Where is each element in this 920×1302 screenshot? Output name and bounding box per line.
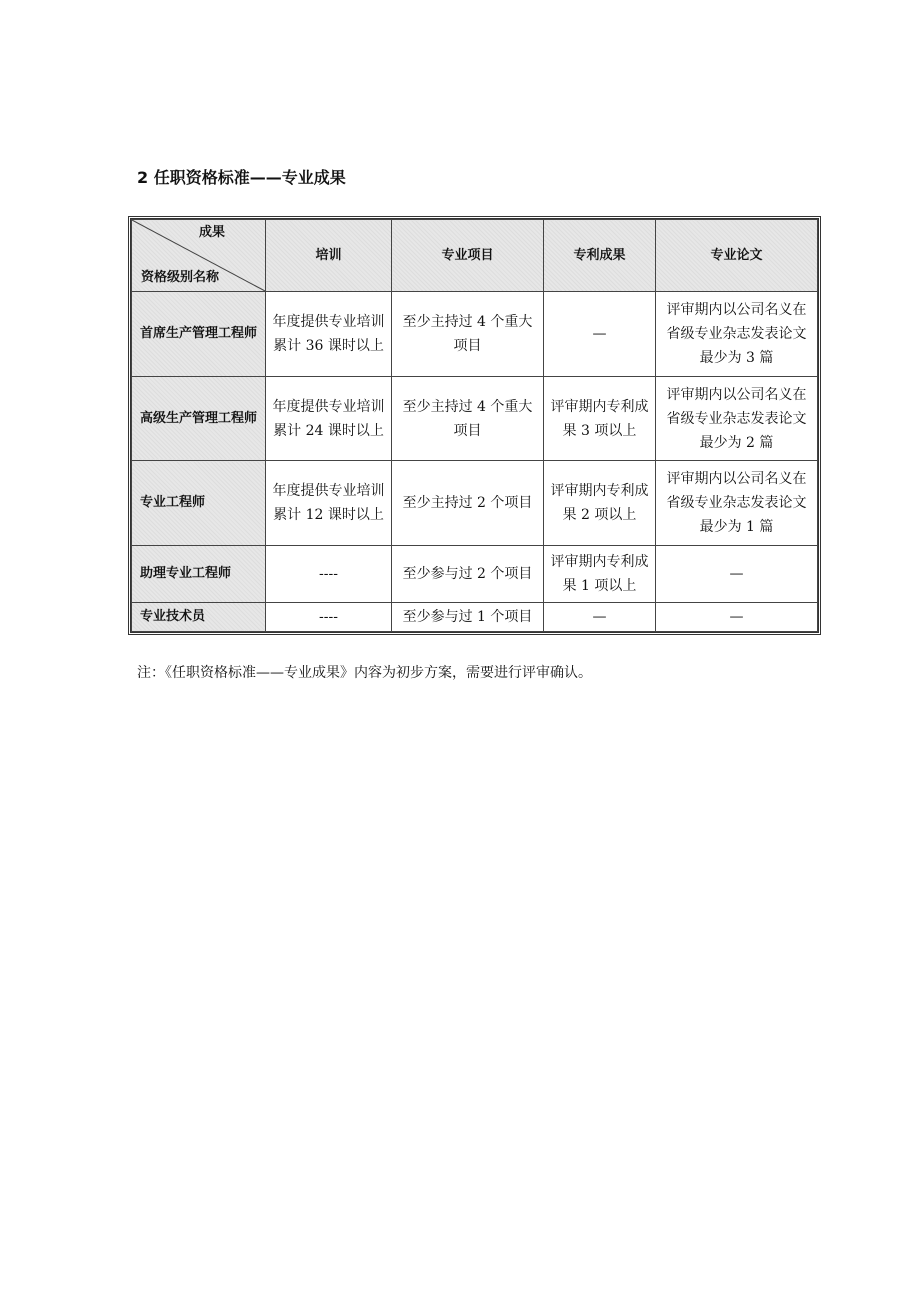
table-header-row — [132, 220, 818, 292]
table-cell: 评审期内以公司名义在省级专业杂志发表论文最少为 1 篇 — [656, 461, 818, 546]
table-cell: 至少主持过 2 个项目 — [392, 461, 544, 546]
column-header-papers: 专业论文 — [656, 220, 818, 292]
table-row — [132, 602, 818, 631]
footnote: 注：《任职资格标准——专业成果》内容为初步方案，需要进行评审确认。 — [137, 665, 592, 681]
table-cell: 至少主持过 4 个重大项目 — [392, 292, 544, 377]
table-row — [132, 546, 818, 603]
column-header-projects: 专业项目 — [392, 220, 544, 292]
table-cell: 评审期内以公司名义在省级专业杂志发表论文最少为 2 篇 — [656, 376, 818, 461]
table-cell: 年度提供专业培训累计 36 课时以上 — [266, 292, 392, 377]
table-cell: 评审期内以公司名义在省级专业杂志发表论文最少为 3 篇 — [656, 292, 818, 377]
row-header: 高级生产管理工程师 — [132, 376, 266, 461]
table-cell: — — [544, 292, 656, 377]
table-cell: — — [544, 602, 656, 631]
qualification-table — [131, 219, 818, 632]
table-cell: 评审期内专利成果 2 项以上 — [544, 461, 656, 546]
qualification-table-frame — [128, 216, 821, 635]
table-cell: 至少主持过 4 个重大项目 — [392, 376, 544, 461]
table-cell: ---- — [266, 546, 392, 603]
table-row — [132, 376, 818, 461]
column-header-training: 培训 — [266, 220, 392, 292]
corner-header-cell — [132, 220, 266, 292]
corner-top-label: 成果 — [198, 225, 225, 240]
corner-bottom-label: 资格级别名称 — [141, 270, 220, 285]
row-header: 首席生产管理工程师 — [132, 292, 266, 377]
table-row — [132, 461, 818, 546]
table-cell: 年度提供专业培训累计 24 课时以上 — [266, 376, 392, 461]
table-cell: ---- — [266, 602, 392, 631]
row-header: 专业工程师 — [132, 461, 266, 546]
table-row — [132, 292, 818, 377]
table-cell: 至少参与过 1 个项目 — [392, 602, 544, 631]
column-header-patents: 专利成果 — [544, 220, 656, 292]
row-header: 专业技术员 — [132, 602, 266, 631]
table-cell: 评审期内专利成果 1 项以上 — [544, 546, 656, 603]
table-cell: — — [656, 546, 818, 603]
table-cell: 评审期内专利成果 3 项以上 — [544, 376, 656, 461]
section-heading: 2 任职资格标准——专业成果 — [137, 168, 346, 187]
row-header: 助理专业工程师 — [132, 546, 266, 603]
table-cell: 至少参与过 2 个项目 — [392, 546, 544, 603]
table-cell: 年度提供专业培训累计 12 课时以上 — [266, 461, 392, 546]
table-cell: — — [656, 602, 818, 631]
